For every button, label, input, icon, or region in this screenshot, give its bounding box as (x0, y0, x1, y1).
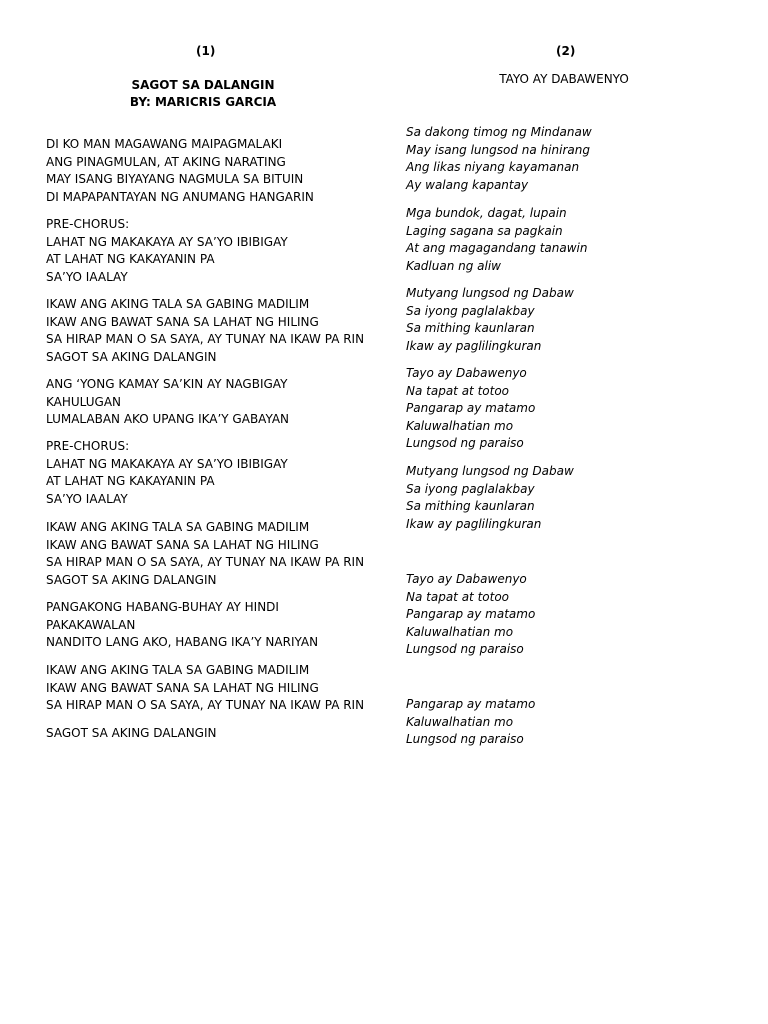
lyric-line: SA HIRAP MAN O SA SAYA, AY TUNAY NA IKAW PA RIN (46, 332, 365, 347)
lyric-line: LAHAT NG MAKAKAYA AY SA’YO IBIBIGAY (46, 456, 288, 471)
stanza (406, 285, 746, 355)
lyric-line: Pangarap ay matamo (406, 401, 536, 416)
lyric-line: Na tapat at totoo (406, 589, 510, 604)
stanza (406, 571, 746, 659)
stanza (46, 662, 386, 715)
lyric-line: ANG PINAGMULAN, AT AKING NARATING (46, 154, 286, 169)
lyric-line: LAHAT NG MAKAKAYA AY SA’YO IBIBIGAY (46, 234, 288, 249)
lyric-line: ANG ‘YONG KAMAY SA’KIN AY NAGBIGAY (46, 377, 288, 391)
lyric-line: Sa iyong paglalakbay (406, 481, 535, 496)
lyric-line: PRE-CHORUS: (46, 217, 130, 231)
lyric-line: SA’YO IAALAY (46, 269, 128, 284)
lyric-line: Mga bundok, dagat, lupain (406, 206, 567, 220)
lyric-line: IKAW ANG BAWAT SANA SA LAHAT NG HILING (46, 537, 319, 552)
lyric-line: Laging sagana sa pagkain (406, 223, 563, 238)
song1-number: (1) (196, 44, 216, 58)
lyric-line: Kaluwalhatian mo (406, 624, 514, 639)
lyric-line: Tayo ay Dabawenyo (406, 572, 527, 586)
stanza (46, 519, 386, 589)
lyric-line: IKAW ANG AKING TALA SA GABING MADILIM (46, 520, 310, 534)
lyric-line: AT LAHAT NG KAKAYANIN PA (46, 474, 215, 489)
lyric-line: Sa iyong paglalakbay (406, 303, 535, 318)
lyric-line: May isang lungsod na hinirang (406, 142, 590, 157)
lyric-line: IKAW ANG AKING TALA SA GABING MADILIM (46, 297, 310, 311)
stanza (46, 376, 386, 429)
lyric-line: Sa dakong timog ng Mindanaw (406, 125, 592, 139)
lyric-line: PRE-CHORUS: (46, 439, 130, 453)
lyric-line: DI KO MAN MAGAWANG MAIPAGMALAKI (46, 137, 283, 151)
lyric-line: SAGOT SA AKING DALANGIN (46, 349, 217, 364)
stanza (46, 438, 386, 508)
stanza (406, 463, 746, 533)
lyric-line: Kaluwalhatian mo (406, 418, 514, 433)
song2-title: TAYO AY DABAWENYO (499, 72, 629, 86)
lyric-line: Pangarap ay matamo (406, 607, 536, 622)
lyric-line: Na tapat at totoo (406, 383, 510, 398)
lyric-line: DI MAPAPANTAYAN NG ANUMANG HANGARIN (46, 189, 314, 204)
lyric-line: Lungsod ng paraiso (406, 732, 524, 747)
lyric-line: Ang likas niyang kayamanan (406, 160, 580, 175)
stanza (406, 365, 746, 453)
lyric-line: Mutyang lungsod ng Dabaw (406, 464, 574, 478)
stanza (46, 216, 386, 286)
stanza (46, 725, 386, 743)
lyric-line: Ikaw ay paglilingkuran (406, 338, 542, 353)
stanza (46, 296, 386, 366)
lyric-line: Kaluwalhatian mo (406, 714, 514, 729)
song2-number: (2) (556, 44, 576, 58)
song1-title: SAGOT SA DALANGIN (131, 78, 275, 92)
lyric-line: Lungsod ng paraiso (406, 436, 524, 451)
lyric-line: Pangarap ay matamo (406, 697, 536, 711)
song1-author: BY: MARICRIS GARCIA (129, 95, 277, 109)
lyric-line: PANGAKONG HABANG-BUHAY AY HINDI (46, 600, 279, 614)
lyric-line: SAGOT SA AKING DALANGIN (46, 726, 217, 740)
lyric-line: Lungsod ng paraiso (406, 642, 524, 657)
lyric-line: IKAW ANG BAWAT SANA SA LAHAT NG HILING (46, 680, 319, 695)
lyric-line: Ay walang kapantay (406, 177, 529, 192)
stanza (46, 136, 386, 206)
lyric-line: SA HIRAP MAN O SA SAYA, AY TUNAY NA IKAW PA RIN (46, 698, 365, 713)
stanza (406, 205, 746, 275)
lyric-line: SA’YO IAALAY (46, 491, 128, 506)
lyric-line: At ang magagandang tanawin (406, 241, 588, 256)
lyric-line: Sa mithing kaunlaran (406, 499, 535, 514)
lyric-line: KAHULUGAN (46, 394, 122, 409)
lyric-line: MAY ISANG BIYAYANG NAGMULA SA BITUIN (46, 172, 304, 187)
lyric-line: SAGOT SA AKING DALANGIN (46, 572, 217, 587)
lyric-line: Kadluan ng aliw (406, 258, 501, 273)
lyric-line: PAKAKAWALAN (46, 617, 136, 632)
stanza (406, 124, 746, 194)
lyric-line: Mutyang lungsod ng Dabaw (406, 286, 574, 300)
lyric-line: IKAW ANG AKING TALA SA GABING MADILIM (46, 663, 310, 677)
lyric-line: Sa mithing kaunlaran (406, 321, 535, 336)
stanza (46, 599, 386, 652)
lyric-line: SA HIRAP MAN O SA SAYA, AY TUNAY NA IKAW PA RIN (46, 555, 365, 570)
lyric-line: Ikaw ay paglilingkuran (406, 516, 542, 531)
lyric-line: LUMALABAN AKO UPANG IKA’Y GABAYAN (46, 412, 290, 427)
lyric-line: Tayo ay Dabawenyo (406, 366, 527, 380)
lyric-line: IKAW ANG BAWAT SANA SA LAHAT NG HILING (46, 314, 319, 329)
lyric-line: AT LAHAT NG KAKAYANIN PA (46, 252, 215, 267)
stanza (406, 696, 746, 749)
lyric-line: NANDITO LANG AKO, HABANG IKA’Y NARIYAN (46, 635, 319, 650)
